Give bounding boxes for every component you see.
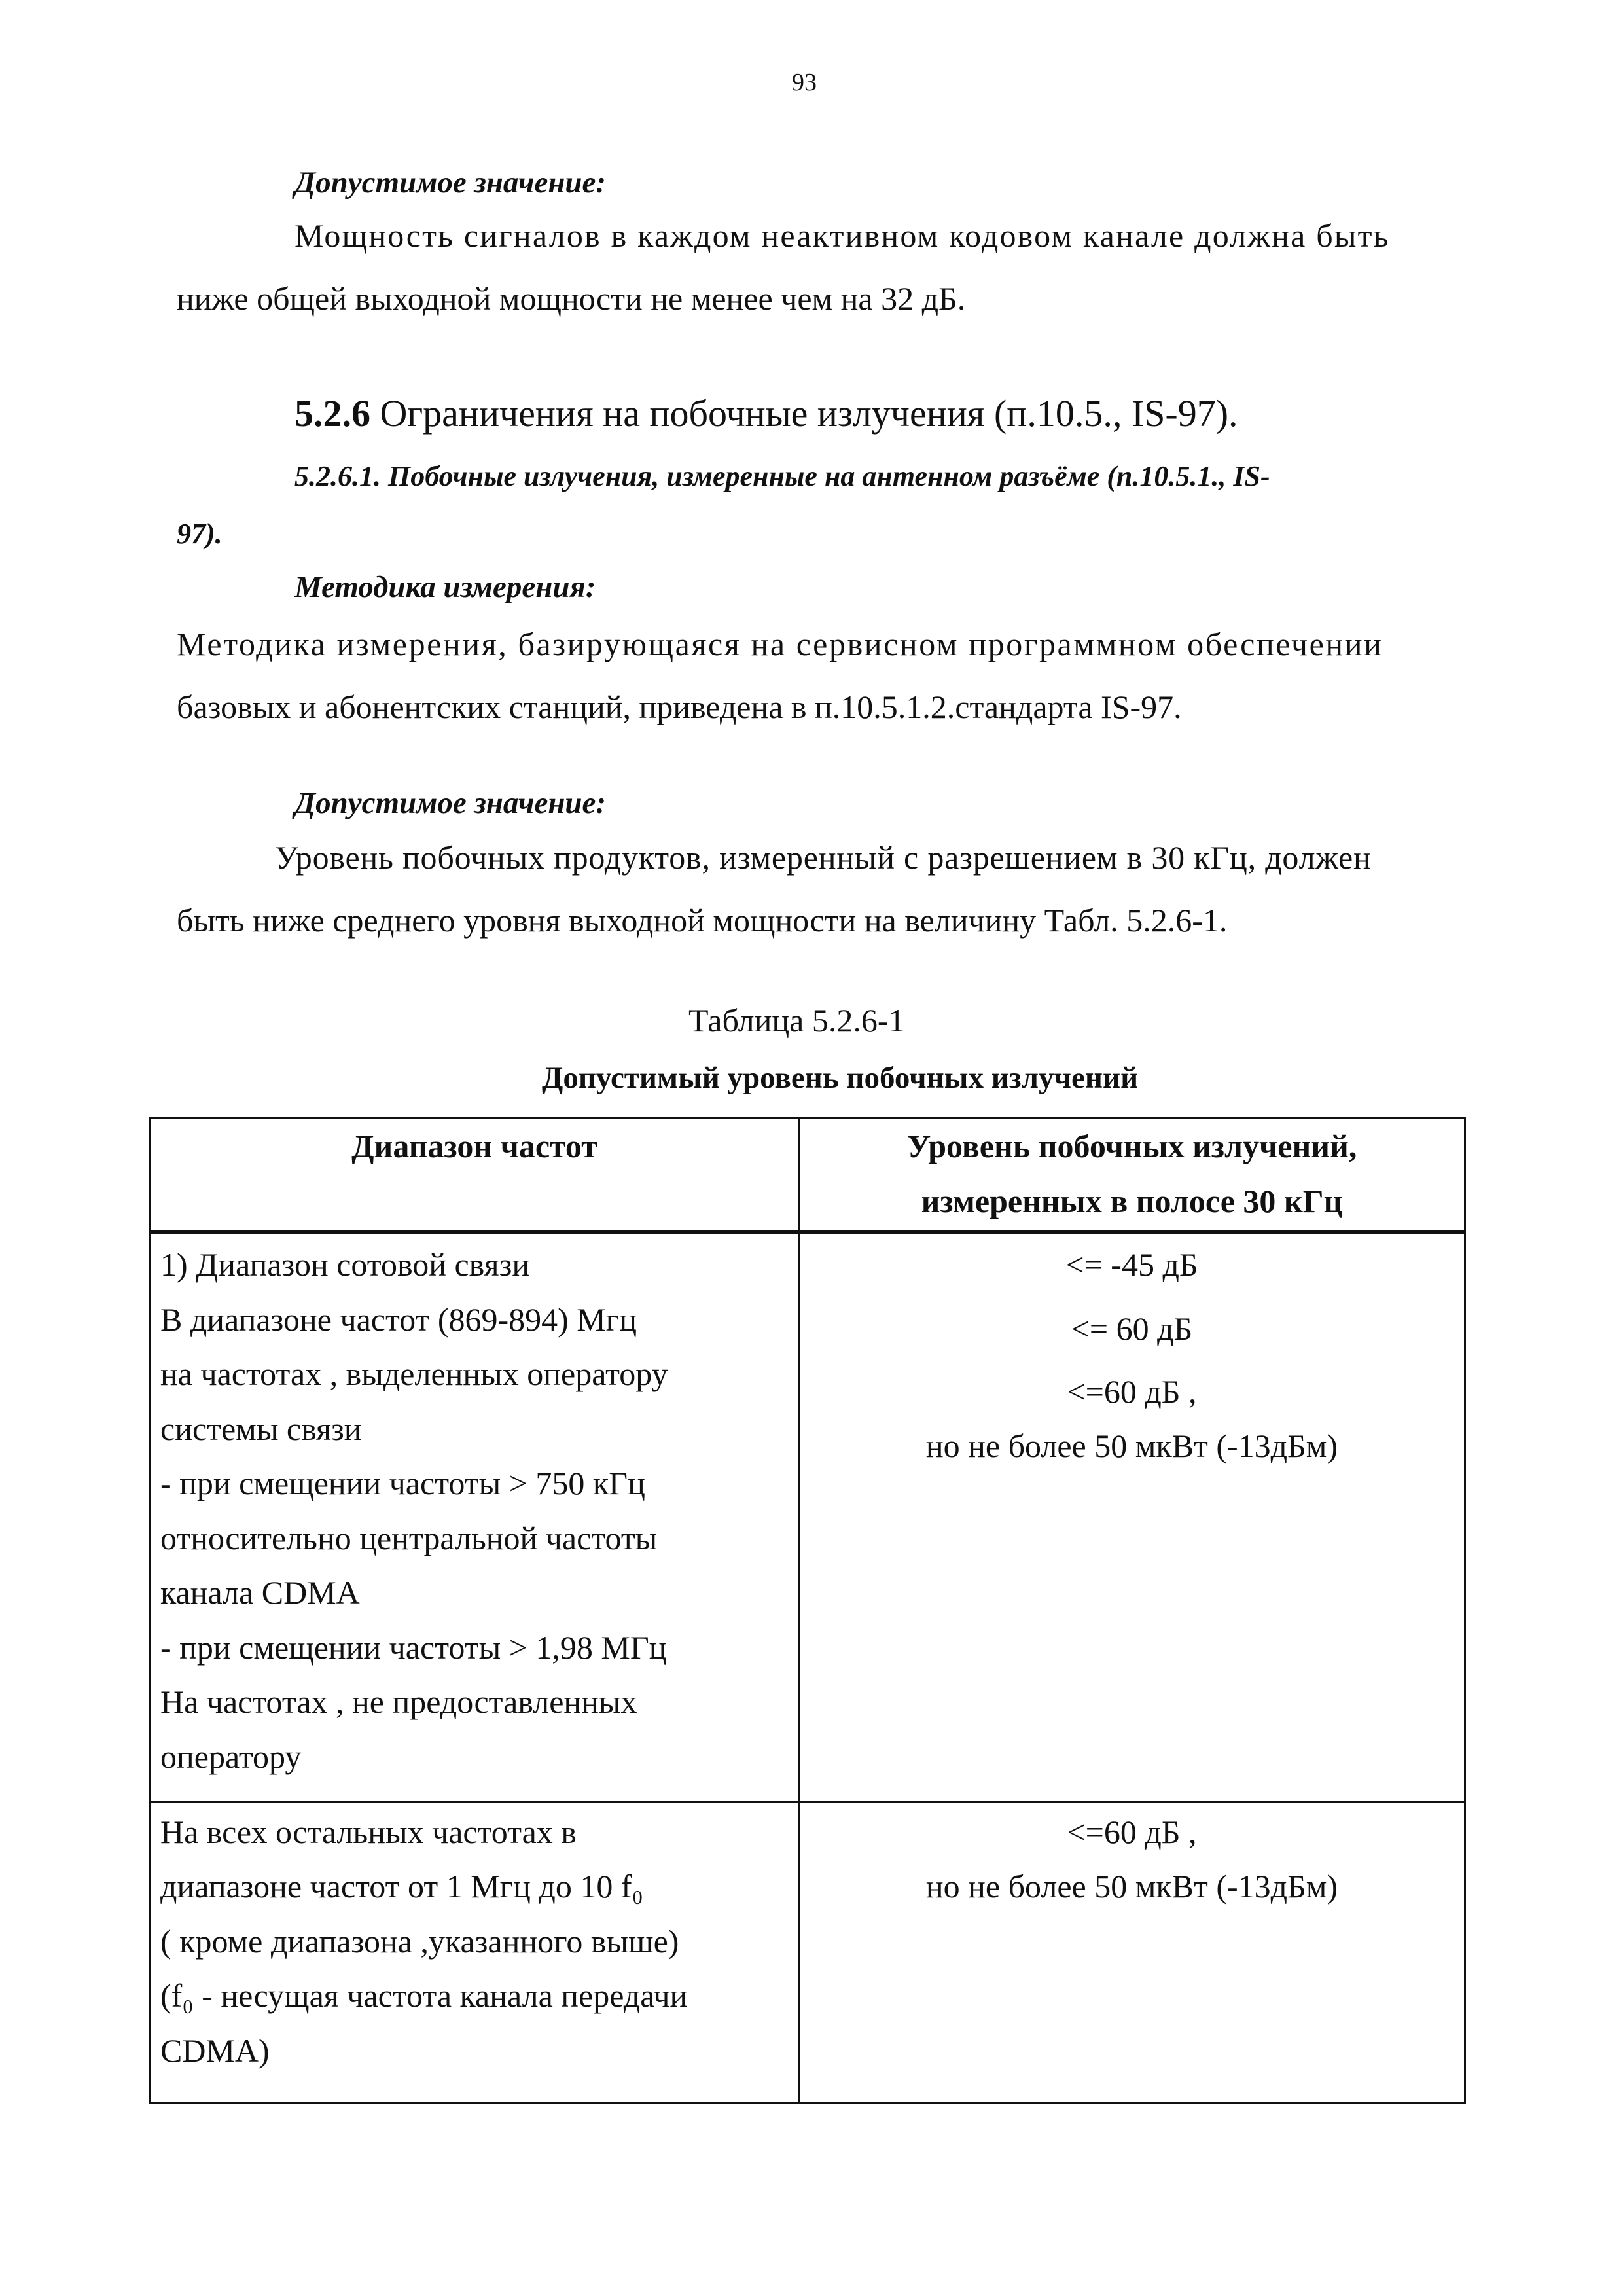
cell-line: системы связи — [160, 1410, 362, 1447]
header-right-line2: измеренных в полосе 30 кГц — [921, 1183, 1343, 1219]
allowed-value-label-2: Допустимое значение: — [294, 786, 607, 820]
table-row — [151, 1232, 1465, 1801]
subsection-heading-line1: 5.2.6.1. Побочные излучения, измеренные на антенном разъёме (п.10.5.1., IS- — [294, 460, 1270, 492]
cell-line: канала CDMA — [160, 1574, 360, 1611]
method-text — [177, 613, 1383, 738]
cell-line: - при смещении частоты > 750 кГц — [160, 1465, 645, 1501]
level-value: <= 60 дБ — [1071, 1310, 1193, 1347]
spurious-emissions-table — [149, 1117, 1466, 2104]
subsection-heading-line2: 97). — [177, 518, 223, 550]
row2-frequency-cell — [151, 1801, 799, 2102]
paragraph-line: Методика измерения, базирующаяся на сервисном программном обеспечении — [177, 626, 1383, 662]
header-right-line1: Уровень побочных излучений, — [906, 1128, 1357, 1164]
cell-line: ( кроме диапазона ,указанного выше) — [160, 1922, 679, 1960]
paragraph-line: Уровень побочных продуктов, измеренный с разрешением в 30 кГц, должен — [275, 839, 1372, 876]
paragraph-line: быть ниже среднего уровня выходной мощности на величину Табл. 5.2.6-1. — [177, 902, 1228, 939]
cell-line: на частотах , выделенных оператору — [160, 1355, 668, 1392]
page-number: 93 — [792, 69, 817, 96]
cell-line: На всех остальных частотах в — [160, 1813, 577, 1850]
paragraph-line: ниже общей выходной мощности не менее чем на 32 дБ. — [177, 280, 966, 317]
row2-level-cell — [799, 1801, 1465, 2102]
cell-line: (f₀ - несущая частота канала передачи — [160, 1977, 688, 2014]
row1-level-cell — [799, 1232, 1465, 1801]
allowed-value-text-2 — [177, 826, 1372, 952]
allowed-value-label-1: Допустимое значение: — [294, 166, 607, 200]
cell-line: На частотах , не предоставленных — [160, 1683, 637, 1720]
allowed-value-text-1 — [177, 204, 1453, 330]
level-value: <=60 дБ , — [1067, 1813, 1197, 1850]
level-note: но не более 50 мкВт (-13дБм) — [925, 1868, 1338, 1905]
header-emission-level — [799, 1118, 1465, 1232]
level-note: но не более 50 мкВт (-13дБм) — [925, 1427, 1338, 1464]
paragraph-line: Мощность сигналов в каждом неактивном кодовом канале должна быть — [294, 217, 1390, 254]
cell-line: оператору — [160, 1738, 302, 1775]
section-title: Ограничения на побочные излучения (п.10.5., IS-97). — [380, 392, 1238, 435]
section-heading — [294, 391, 1238, 435]
cell-line: относительно центральной частоты — [160, 1519, 658, 1556]
method-label: Методика измерения: — [294, 570, 596, 604]
cell-line: - при смещении частоты > 1,98 МГц — [160, 1628, 667, 1666]
level-value: <=60 дБ , — [1067, 1372, 1197, 1410]
table-caption: Таблица 5.2.6-1 — [688, 1002, 905, 1039]
header-frequency-range — [151, 1118, 799, 1232]
table-title: Допустимый уровень побочных излучений — [542, 1061, 1139, 1095]
paragraph-line: базовых и абонентских станций, приведена в п.10.5.1.2.стандарта IS-97. — [177, 689, 1182, 725]
table-header-row — [151, 1118, 1465, 1232]
cell-line: CDMA) — [160, 2032, 270, 2069]
level-value: <= -45 дБ — [1065, 1246, 1198, 1283]
cell-line: 1) Диапазон сотовой связи — [160, 1246, 530, 1283]
cell-line: В диапазоне частот (869-894) Мгц — [160, 1300, 637, 1338]
section-number: 5.2.6 — [294, 392, 370, 435]
cell-line: диапазоне частот от 1 Мгц до 10 f₀ — [160, 1868, 643, 1905]
header-left-label: Диапазон частот — [351, 1128, 597, 1164]
row1-frequency-cell — [151, 1232, 799, 1801]
table-row — [151, 1801, 1465, 2102]
